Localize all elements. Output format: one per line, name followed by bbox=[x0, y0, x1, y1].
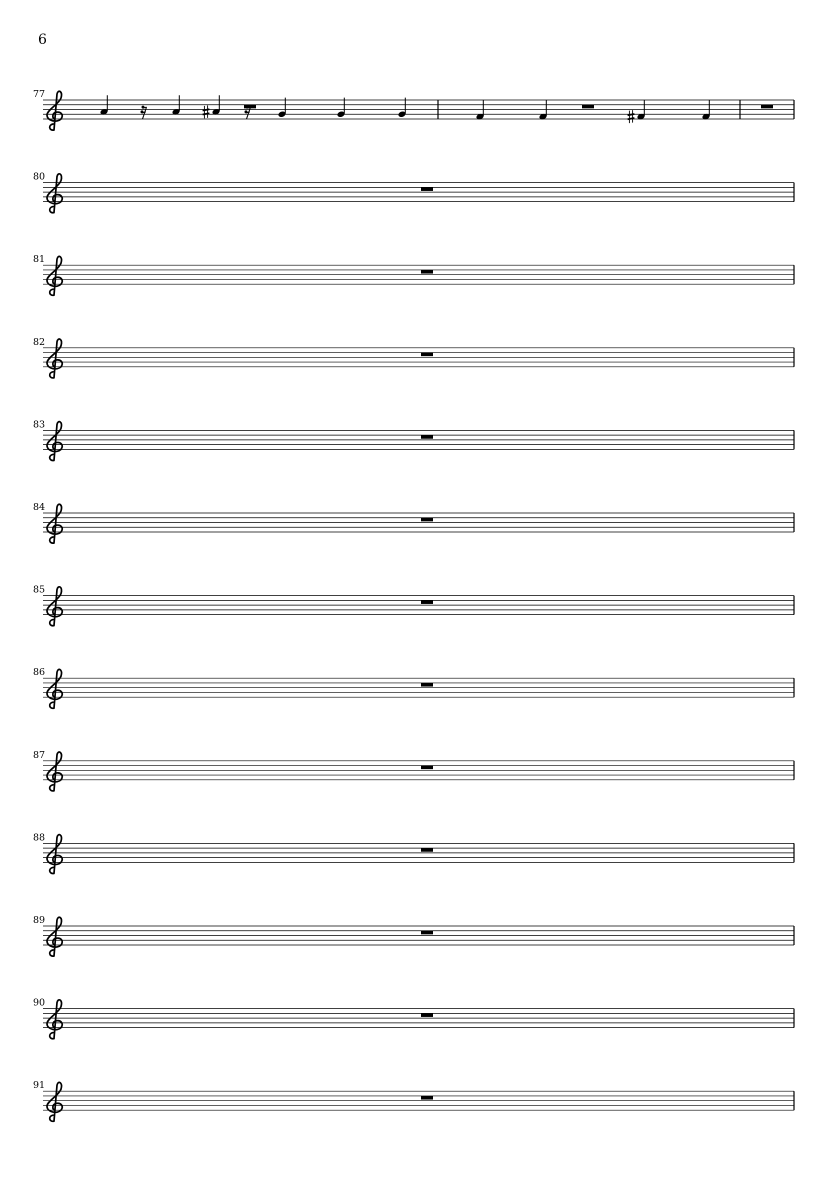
measure-number: 89 bbox=[33, 915, 46, 926]
measure-number: 87 bbox=[33, 749, 46, 761]
quarter-note bbox=[337, 98, 346, 118]
whole-rest bbox=[582, 105, 594, 109]
staff-system bbox=[33, 667, 794, 708]
staff-system bbox=[33, 419, 794, 460]
staff-system bbox=[33, 832, 794, 873]
treble-clef-icon bbox=[47, 1000, 62, 1039]
quarter-note bbox=[539, 100, 548, 120]
whole-rest bbox=[421, 1096, 433, 1100]
measure-number: 83 bbox=[33, 419, 46, 431]
treble-clef-icon bbox=[47, 917, 62, 956]
treble-clef-icon bbox=[47, 587, 62, 626]
staff-system bbox=[33, 998, 794, 1039]
treble-clef-icon bbox=[47, 835, 62, 874]
staff-system bbox=[33, 915, 794, 956]
quarter-note bbox=[172, 95, 181, 115]
whole-rest bbox=[421, 270, 433, 274]
quarter-note bbox=[476, 100, 485, 120]
treble-clef-icon bbox=[47, 504, 62, 543]
page-number: 6 bbox=[38, 32, 47, 48]
whole-rest bbox=[421, 1013, 433, 1017]
measure-number: 85 bbox=[33, 584, 46, 596]
treble-clef-icon bbox=[47, 752, 62, 791]
sharp-icon bbox=[628, 110, 635, 123]
quarter-note bbox=[628, 100, 646, 123]
staff-system bbox=[33, 337, 794, 378]
whole-rest bbox=[421, 683, 433, 687]
measure-number: 84 bbox=[33, 502, 46, 513]
staff-system bbox=[33, 1080, 794, 1121]
staff-system bbox=[33, 585, 794, 626]
whole-rest bbox=[421, 766, 433, 770]
whole-rest bbox=[421, 931, 433, 935]
sharp-icon bbox=[203, 105, 210, 118]
whole-rest bbox=[761, 105, 773, 109]
measure-number: 91 bbox=[33, 1080, 46, 1092]
whole-rest bbox=[421, 353, 433, 357]
measure-number: 82 bbox=[33, 336, 46, 348]
sixteenth-rest bbox=[141, 106, 147, 119]
treble-clef-icon bbox=[47, 256, 62, 295]
measure-number: 80 bbox=[33, 171, 46, 183]
treble-clef-icon bbox=[47, 1082, 62, 1121]
treble-clef-icon bbox=[47, 91, 62, 130]
whole-rest bbox=[421, 600, 433, 604]
whole-rest bbox=[421, 848, 433, 852]
measure-number: 77 bbox=[33, 89, 46, 100]
whole-rest bbox=[421, 187, 433, 191]
staff-system bbox=[33, 172, 794, 213]
measure-number: 88 bbox=[33, 832, 46, 844]
quarter-note bbox=[203, 95, 221, 118]
quarter-note bbox=[100, 95, 109, 115]
measure-number: 86 bbox=[33, 667, 46, 679]
quarter-note bbox=[398, 98, 407, 118]
staff-system bbox=[33, 89, 794, 130]
treble-clef-icon bbox=[47, 339, 62, 378]
quarter-note bbox=[278, 98, 287, 118]
whole-rest bbox=[421, 435, 433, 439]
staff-system bbox=[33, 502, 794, 543]
treble-clef-icon bbox=[47, 174, 62, 213]
quarter-note bbox=[702, 100, 711, 120]
staff-system bbox=[33, 254, 794, 295]
treble-clef-icon bbox=[47, 422, 62, 461]
staff-system bbox=[33, 750, 794, 791]
whole-rest bbox=[421, 518, 433, 522]
measure-number: 90 bbox=[33, 997, 46, 1009]
measure-number: 81 bbox=[33, 254, 46, 266]
treble-clef-icon bbox=[47, 669, 62, 708]
